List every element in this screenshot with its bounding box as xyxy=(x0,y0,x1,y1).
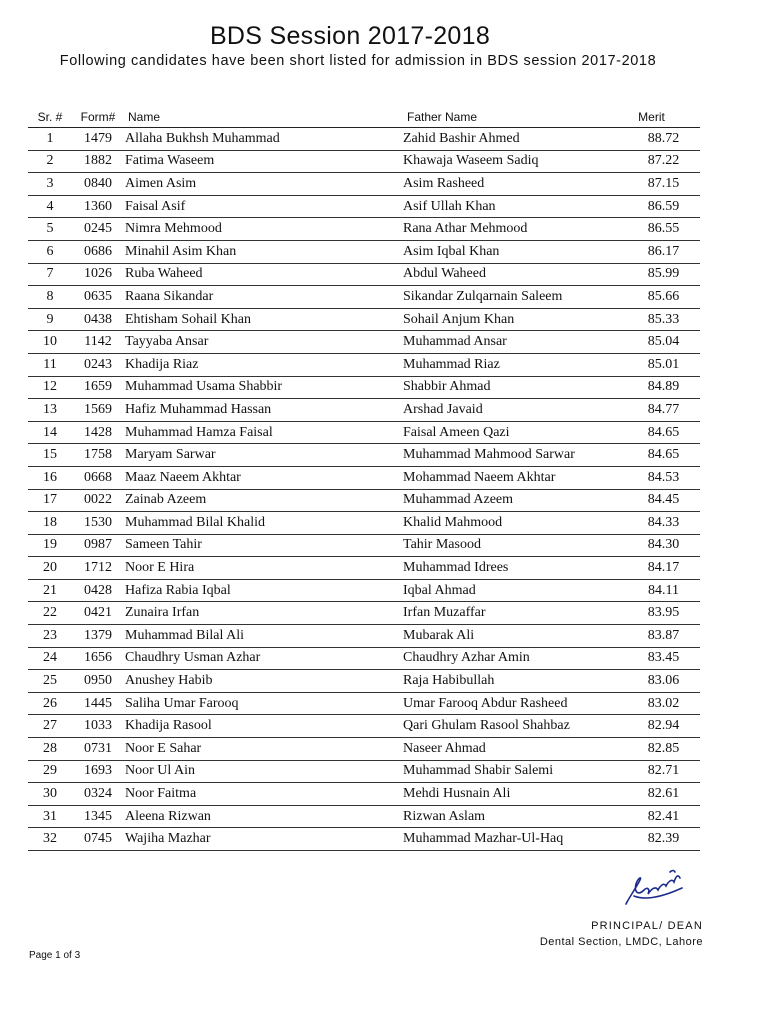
table-row xyxy=(28,783,700,806)
cell-merit: 85.01 xyxy=(627,353,700,376)
cell-form: 0686 xyxy=(72,240,124,263)
cell-sr: 7 xyxy=(28,263,72,286)
cell-merit: 87.15 xyxy=(627,173,700,196)
cell-merit: 85.33 xyxy=(627,308,700,331)
cell-name: Ehtisham Sohail Khan xyxy=(124,308,403,331)
cell-father: Faisal Ameen Qazi xyxy=(403,421,627,444)
table-row xyxy=(28,218,700,241)
cell-form: 1479 xyxy=(72,128,124,151)
cell-merit: 83.95 xyxy=(627,602,700,625)
cell-sr: 14 xyxy=(28,421,72,444)
cell-name: Chaudhry Usman Azhar xyxy=(124,647,403,670)
table-row xyxy=(28,444,700,467)
cell-sr: 11 xyxy=(28,353,72,376)
page-subtitle: Following candidates have been short listed for admission in BDS session 2017-2018 xyxy=(59,53,657,69)
cell-sr: 8 xyxy=(28,286,72,309)
cell-form: 0950 xyxy=(72,670,124,693)
cell-father: Muhammad Ansar xyxy=(403,331,627,354)
cell-merit: 86.55 xyxy=(627,218,700,241)
cell-name: Aleena Rizwan xyxy=(124,805,403,828)
cell-name: Hafiza Rabia Iqbal xyxy=(124,579,403,602)
cell-name: Allaha Bukhsh Muhammad xyxy=(124,128,403,151)
cell-sr: 19 xyxy=(28,534,72,557)
cell-sr: 26 xyxy=(28,692,72,715)
cell-father: Asim Rasheed xyxy=(403,173,627,196)
cell-father: Mohammad Naeem Akhtar xyxy=(403,466,627,489)
cell-name: Sameen Tahir xyxy=(124,534,403,557)
cell-sr: 22 xyxy=(28,602,72,625)
cell-merit: 82.39 xyxy=(627,828,700,851)
cell-father: Rana Athar Mehmood xyxy=(403,218,627,241)
cell-form: 1882 xyxy=(72,150,124,173)
cell-father: Khalid Mahmood xyxy=(403,512,627,535)
cell-sr: 3 xyxy=(28,173,72,196)
cell-name: Wajiha Mazhar xyxy=(124,828,403,851)
cell-name: Muhammad Bilal Ali xyxy=(124,625,403,648)
cell-father: Raja Habibullah xyxy=(403,670,627,693)
cell-form: 0987 xyxy=(72,534,124,557)
table-row xyxy=(28,760,700,783)
cell-merit: 82.85 xyxy=(627,738,700,761)
cell-form: 1445 xyxy=(72,692,124,715)
cell-name: Raana Sikandar xyxy=(124,286,403,309)
signatory-organization: Dental Section, LMDC, Lahore xyxy=(539,936,703,948)
cell-form: 1379 xyxy=(72,625,124,648)
cell-sr: 16 xyxy=(28,466,72,489)
table-row xyxy=(28,286,700,309)
cell-sr: 15 xyxy=(28,444,72,467)
cell-form: 1758 xyxy=(72,444,124,467)
cell-father: Umar Farooq Abdur Rasheed xyxy=(403,692,627,715)
column-header-merit: Merit xyxy=(627,105,700,128)
cell-father: Mubarak Ali xyxy=(403,625,627,648)
cell-merit: 84.65 xyxy=(627,421,700,444)
table-row xyxy=(28,376,700,399)
cell-father: Qari Ghulam Rasool Shahbaz xyxy=(403,715,627,738)
table-row xyxy=(28,150,700,173)
cell-merit: 85.99 xyxy=(627,263,700,286)
page-number: Page 1 of 3 xyxy=(29,950,81,961)
table-row xyxy=(28,557,700,580)
cell-form: 1569 xyxy=(72,399,124,422)
cell-name: Aimen Asim xyxy=(124,173,403,196)
cell-merit: 83.02 xyxy=(627,692,700,715)
signatory-title: PRINCIPAL/ DEAN xyxy=(591,920,703,932)
table-row xyxy=(28,828,700,851)
cell-sr: 1 xyxy=(28,128,72,151)
cell-form: 0022 xyxy=(72,489,124,512)
table-row xyxy=(28,738,700,761)
cell-merit: 82.41 xyxy=(627,805,700,828)
table-row xyxy=(28,805,700,828)
cell-sr: 13 xyxy=(28,399,72,422)
cell-merit: 83.45 xyxy=(627,647,700,670)
cell-sr: 20 xyxy=(28,557,72,580)
cell-form: 1026 xyxy=(72,263,124,286)
table-row xyxy=(28,240,700,263)
shortlist-table xyxy=(28,105,700,851)
cell-form: 0324 xyxy=(72,783,124,806)
table-row xyxy=(28,534,700,557)
table-row xyxy=(28,195,700,218)
cell-sr: 30 xyxy=(28,783,72,806)
cell-sr: 29 xyxy=(28,760,72,783)
column-header-sr: Sr. # xyxy=(28,105,72,128)
cell-merit: 85.04 xyxy=(627,331,700,354)
cell-form: 0421 xyxy=(72,602,124,625)
cell-form: 0428 xyxy=(72,579,124,602)
table-header-row xyxy=(28,105,700,128)
cell-father: Mehdi Husnain Ali xyxy=(403,783,627,806)
cell-sr: 23 xyxy=(28,625,72,648)
cell-father: Muhammad Riaz xyxy=(403,353,627,376)
cell-sr: 17 xyxy=(28,489,72,512)
cell-name: Nimra Mehmood xyxy=(124,218,403,241)
cell-sr: 25 xyxy=(28,670,72,693)
cell-father: Abdul Waheed xyxy=(403,263,627,286)
cell-merit: 84.77 xyxy=(627,399,700,422)
cell-merit: 87.22 xyxy=(627,150,700,173)
cell-form: 1033 xyxy=(72,715,124,738)
cell-form: 0245 xyxy=(72,218,124,241)
cell-form: 0668 xyxy=(72,466,124,489)
cell-name: Saliha Umar Farooq xyxy=(124,692,403,715)
table-row xyxy=(28,353,700,376)
cell-merit: 84.65 xyxy=(627,444,700,467)
cell-father: Asif Ullah Khan xyxy=(403,195,627,218)
cell-name: Zainab Azeem xyxy=(124,489,403,512)
cell-sr: 28 xyxy=(28,738,72,761)
cell-father: Rizwan Aslam xyxy=(403,805,627,828)
cell-merit: 84.17 xyxy=(627,557,700,580)
table-row xyxy=(28,512,700,535)
cell-father: Asim Iqbal Khan xyxy=(403,240,627,263)
cell-father: Sikandar Zulqarnain Saleem xyxy=(403,286,627,309)
cell-sr: 27 xyxy=(28,715,72,738)
cell-name: Noor Faitma xyxy=(124,783,403,806)
column-header-form: Form# xyxy=(72,105,124,128)
table-row xyxy=(28,421,700,444)
cell-sr: 4 xyxy=(28,195,72,218)
cell-sr: 24 xyxy=(28,647,72,670)
cell-sr: 10 xyxy=(28,331,72,354)
cell-name: Noor E Sahar xyxy=(124,738,403,761)
cell-merit: 83.06 xyxy=(627,670,700,693)
cell-father: Muhammad Shabir Salemi xyxy=(403,760,627,783)
cell-merit: 82.61 xyxy=(627,783,700,806)
cell-form: 0243 xyxy=(72,353,124,376)
cell-sr: 18 xyxy=(28,512,72,535)
cell-name: Fatima Waseem xyxy=(124,150,403,173)
cell-merit: 86.59 xyxy=(627,195,700,218)
cell-name: Faisal Asif xyxy=(124,195,403,218)
table-row xyxy=(28,331,700,354)
cell-name: Muhammad Bilal Khalid xyxy=(124,512,403,535)
table-row xyxy=(28,625,700,648)
cell-form: 1656 xyxy=(72,647,124,670)
cell-sr: 12 xyxy=(28,376,72,399)
cell-form: 0731 xyxy=(72,738,124,761)
table-row xyxy=(28,263,700,286)
table-row xyxy=(28,308,700,331)
cell-form: 0745 xyxy=(72,828,124,851)
cell-merit: 88.72 xyxy=(627,128,700,151)
page-title: BDS Session 2017-2018 xyxy=(209,22,491,50)
cell-form: 1712 xyxy=(72,557,124,580)
cell-form: 0635 xyxy=(72,286,124,309)
cell-merit: 86.17 xyxy=(627,240,700,263)
cell-merit: 82.71 xyxy=(627,760,700,783)
cell-father: Naseer Ahmad xyxy=(403,738,627,761)
cell-sr: 21 xyxy=(28,579,72,602)
cell-name: Khadija Riaz xyxy=(124,353,403,376)
cell-merit: 84.30 xyxy=(627,534,700,557)
cell-father: Shabbir Ahmad xyxy=(403,376,627,399)
signature-image xyxy=(620,866,690,916)
cell-sr: 9 xyxy=(28,308,72,331)
cell-father: Chaudhry Azhar Amin xyxy=(403,647,627,670)
column-header-father: Father Name xyxy=(403,105,627,128)
cell-sr: 6 xyxy=(28,240,72,263)
cell-form: 1428 xyxy=(72,421,124,444)
cell-father: Arshad Javaid xyxy=(403,399,627,422)
cell-name: Muhammad Hamza Faisal xyxy=(124,421,403,444)
cell-name: Tayyaba Ansar xyxy=(124,331,403,354)
cell-father: Khawaja Waseem Sadiq xyxy=(403,150,627,173)
table-row xyxy=(28,173,700,196)
table-row xyxy=(28,692,700,715)
cell-father: Sohail Anjum Khan xyxy=(403,308,627,331)
table-row xyxy=(28,715,700,738)
cell-sr: 5 xyxy=(28,218,72,241)
cell-merit: 83.87 xyxy=(627,625,700,648)
cell-merit: 84.45 xyxy=(627,489,700,512)
cell-name: Khadija Rasool xyxy=(124,715,403,738)
cell-name: Maryam Sarwar xyxy=(124,444,403,467)
cell-name: Zunaira Irfan xyxy=(124,602,403,625)
cell-name: Noor Ul Ain xyxy=(124,760,403,783)
column-header-name: Name xyxy=(124,105,403,128)
cell-father: Zahid Bashir Ahmed xyxy=(403,128,627,151)
cell-father: Tahir Masood xyxy=(403,534,627,557)
cell-name: Ruba Waheed xyxy=(124,263,403,286)
table-row xyxy=(28,399,700,422)
cell-form: 1142 xyxy=(72,331,124,354)
table-row xyxy=(28,602,700,625)
cell-merit: 84.33 xyxy=(627,512,700,535)
cell-father: Muhammad Mahmood Sarwar xyxy=(403,444,627,467)
cell-form: 0438 xyxy=(72,308,124,331)
cell-merit: 82.94 xyxy=(627,715,700,738)
table-row xyxy=(28,489,700,512)
table-row xyxy=(28,647,700,670)
table-row xyxy=(28,579,700,602)
cell-name: Maaz Naeem Akhtar xyxy=(124,466,403,489)
table-row xyxy=(28,466,700,489)
cell-form: 1530 xyxy=(72,512,124,535)
cell-name: Muhammad Usama Shabbir xyxy=(124,376,403,399)
cell-father: Muhammad Azeem xyxy=(403,489,627,512)
cell-name: Minahil Asim Khan xyxy=(124,240,403,263)
cell-sr: 2 xyxy=(28,150,72,173)
table-row xyxy=(28,670,700,693)
cell-form: 1360 xyxy=(72,195,124,218)
cell-sr: 32 xyxy=(28,828,72,851)
cell-merit: 84.11 xyxy=(627,579,700,602)
cell-name: Anushey Habib xyxy=(124,670,403,693)
cell-merit: 84.89 xyxy=(627,376,700,399)
cell-father: Iqbal Ahmad xyxy=(403,579,627,602)
cell-father: Muhammad Idrees xyxy=(403,557,627,580)
cell-sr: 31 xyxy=(28,805,72,828)
cell-form: 1659 xyxy=(72,376,124,399)
cell-merit: 85.66 xyxy=(627,286,700,309)
cell-form: 0840 xyxy=(72,173,124,196)
table-row xyxy=(28,128,700,151)
cell-name: Noor E Hira xyxy=(124,557,403,580)
cell-name: Hafiz Muhammad Hassan xyxy=(124,399,403,422)
cell-form: 1345 xyxy=(72,805,124,828)
cell-father: Irfan Muzaffar xyxy=(403,602,627,625)
cell-father: Muhammad Mazhar-Ul-Haq xyxy=(403,828,627,851)
cell-form: 1693 xyxy=(72,760,124,783)
cell-merit: 84.53 xyxy=(627,466,700,489)
